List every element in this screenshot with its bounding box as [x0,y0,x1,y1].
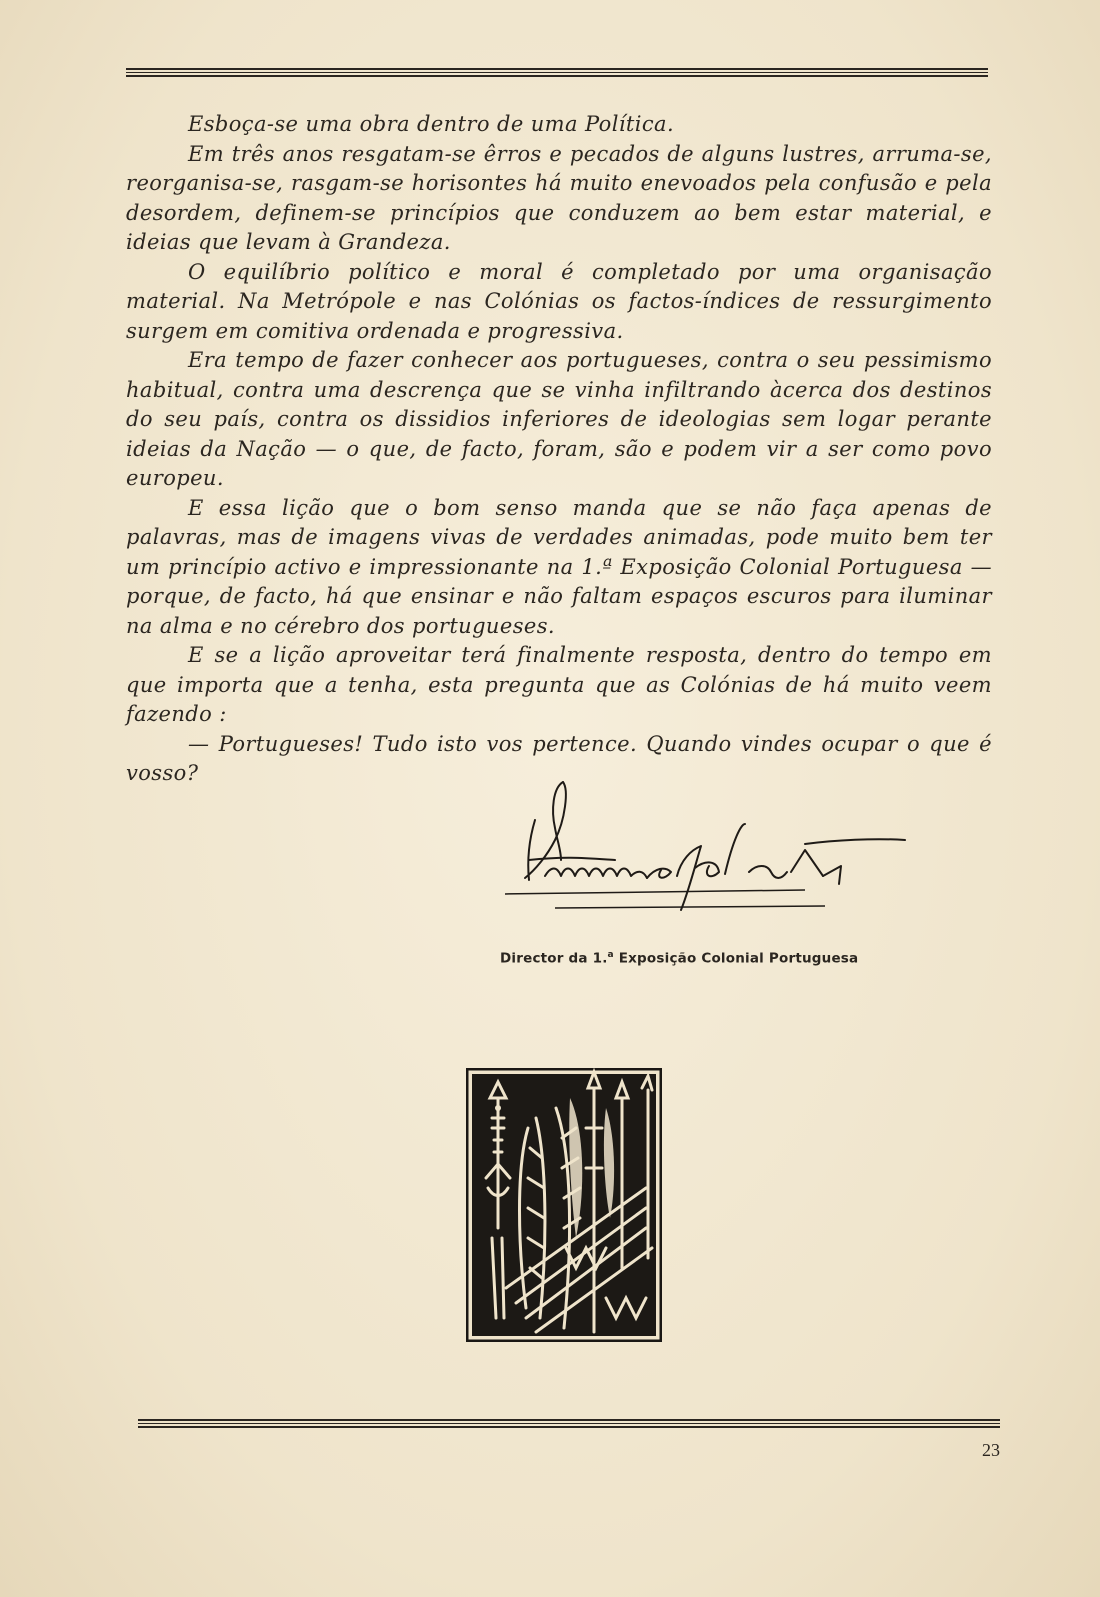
handwritten-signature [505,780,925,930]
page-number: 23 [982,1440,1000,1460]
caption-suffix: Exposição Colonial Portuguesa [613,950,859,967]
paragraph: Era tempo de fazer conhecer aos portugueses, contra o seu pessimismo habitual, contra uma descrença que se vinha infiltrando àcerca dos destinos do seu país, contra os dissidios inferiores de ideologias sem logar perante ideias da Nação — o que, de facto, foram, são e podem vir a ser como povo europeu. [126,348,992,490]
top-decorative-rule [126,68,988,79]
main-text [126,110,992,789]
caption-prefix: Director da 1. [500,950,608,967]
paragraph: E se a lição aproveitar terá finalmente resposta, dentro do tempo em que importa que a tenha, esta pregunta que as Colónias de há muito veem fazendo : [126,643,992,726]
paragraph: Em três anos resgatam-se êrros e pecados de alguns lustres, arruma-se, reorganisa-se, rasgam-se horisontes há muito enevoados pela confusão e pela desordem, definem-se princípios que conduzem ao bem estar material, e ideias que levam à Grandeza. [126,141,992,254]
caption-superscript: a [607,950,614,960]
bottom-decorative-rule [138,1419,1000,1430]
woodcut-illustration [466,1068,662,1342]
paragraph: O equilíbrio político e moral é completado por uma organisação material. Na Metrópole e nas Colónias os factos-índices de ressurgimento surgem em comitiva ordenada e progressiva. [126,259,992,343]
paragraph: — Portugueses! Tudo isto vos pertence. Quando vindes ocupar o que é vosso? [126,731,992,785]
signature-caption [500,950,880,967]
paragraph: Esboça-se uma obra dentro de uma Política. [188,112,675,136]
paragraph: E essa lição que o bom senso manda que se não faça apenas de palavras, mas de imagens vivas de verdades animadas, pode muito bem ter um princípio activo e impressionante na 1.ª Exposição Colonial Portuguesa — porque, de facto, há que ensinar e não faltam espaços escuros para iluminar na alma e no cérebro dos portugueses. [126,495,992,638]
